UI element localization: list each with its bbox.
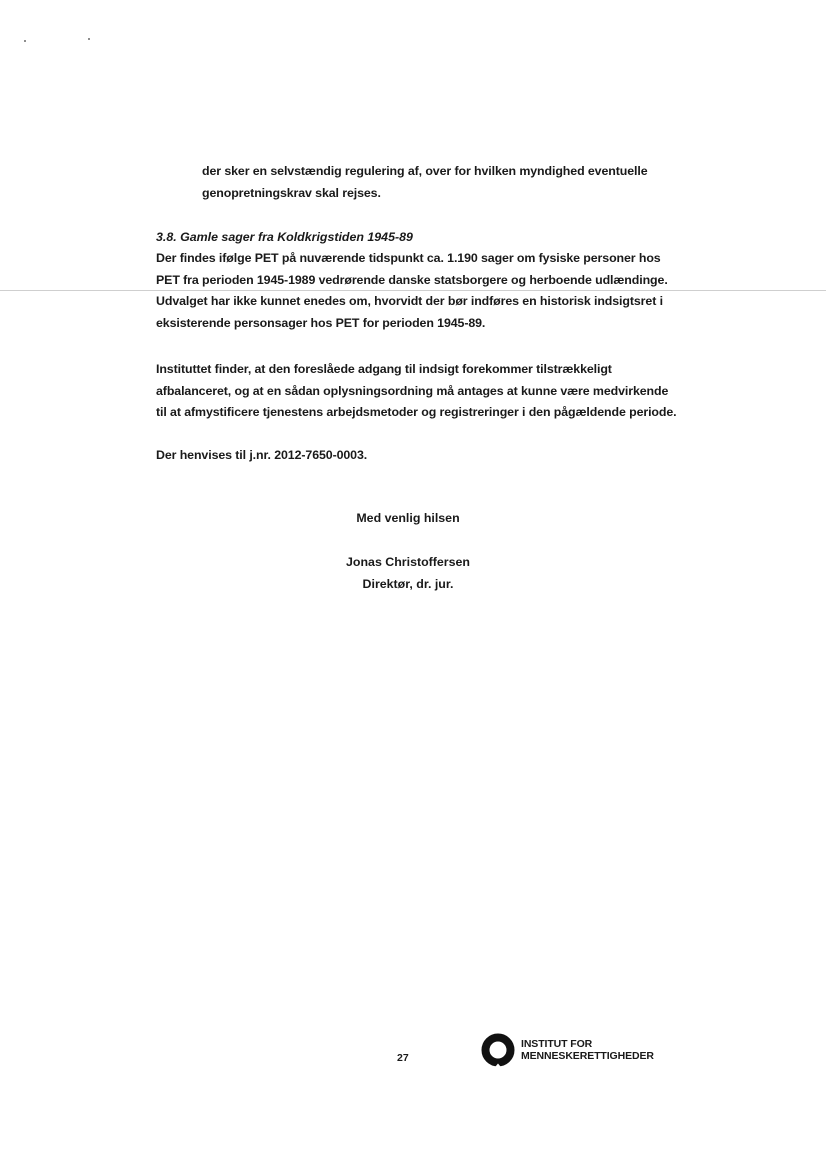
page-number: 27 (397, 1052, 409, 1064)
institute-logo (481, 1033, 654, 1067)
closing-greeting: Med venlig hilsen (356, 511, 460, 525)
institute-ring-logo-icon (481, 1033, 515, 1067)
text-line: til at afmystificere tjenestens arbejdsmetoder og registreringer i den pågældende periode. (156, 405, 677, 419)
text-line: der sker en selvstændig regulering af, over for hvilken myndighed eventuelle (202, 164, 648, 178)
paragraph-reference: Der henvises til j.nr. 2012-7650-0003. (156, 448, 368, 462)
logo-line: INSTITUT FOR (521, 1038, 593, 1050)
scan-speck (88, 38, 90, 40)
signatory-title: Direktør, dr. jur. (362, 577, 454, 591)
continuation-text (202, 161, 647, 204)
text-line: eksisterende personsager hos PET for perioden 1945-89. (156, 315, 486, 330)
text-line: afbalanceret, og at en sådan oplysningsordning må antages at kunne være medvirkende (156, 383, 669, 398)
text-line: Der findes ifølge PET på nuværende tidspunkt ca. 1.190 sager om fysiske personer hos (156, 251, 661, 265)
text-line: genopretningskrav skal rejses. (202, 185, 381, 200)
paragraph-cold-war-cases (156, 248, 668, 334)
scan-speck (24, 40, 26, 42)
text-line: PET fra perioden 1945-1989 vedrørende danske statsborgere og herboende udlændinge. (156, 272, 668, 287)
paragraph-institute-opinion (156, 359, 677, 424)
text-line: Udvalget har ikke kunnet enedes om, hvorvidt der bør indføres en historisk indsigtsret i (156, 294, 663, 308)
logo-wordmark (521, 1038, 654, 1062)
section-heading: 3.8. Gamle sager fra Koldkrigstiden 1945-89 (156, 230, 413, 244)
logo-line: MENNESKERETTIGHEDER (521, 1050, 654, 1062)
signatory-name: Jonas Christoffersen (346, 555, 470, 569)
text-line: Instituttet finder, at den foreslåede adgang til indsigt forekommer tilstrækkeligt (156, 362, 612, 376)
